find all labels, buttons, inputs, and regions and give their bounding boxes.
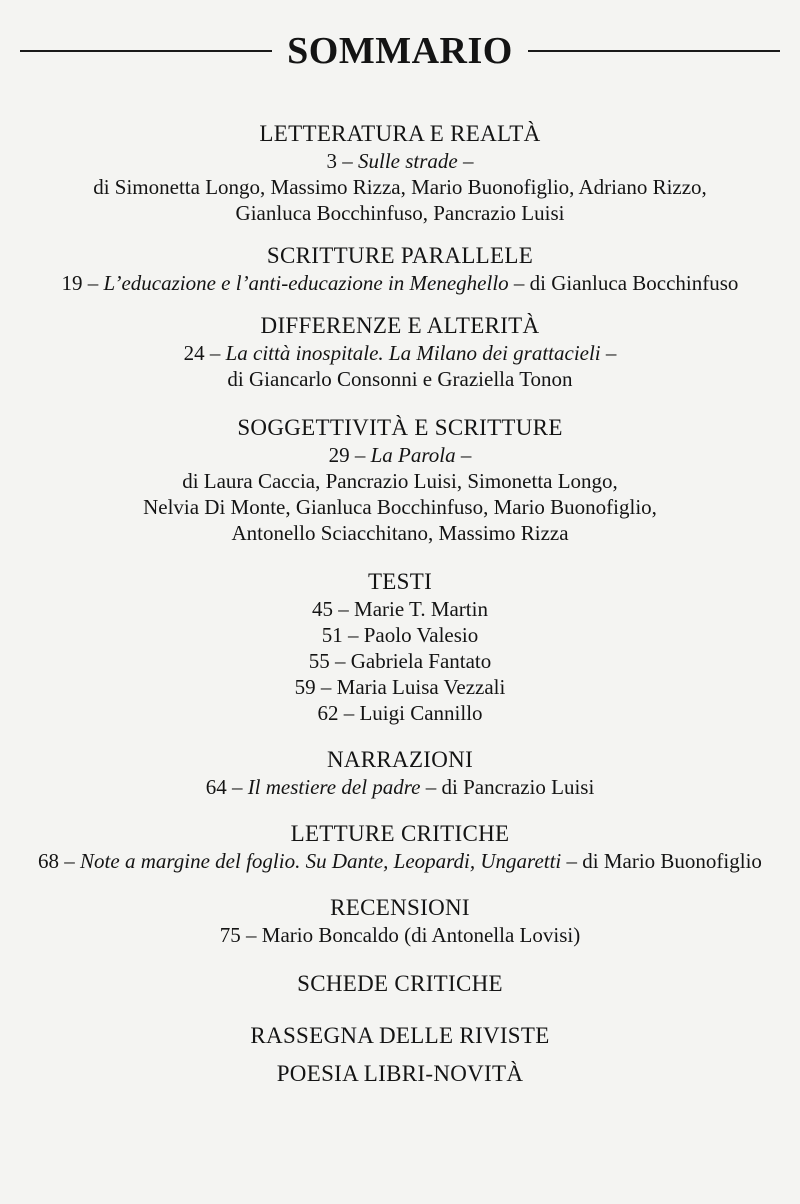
section-scritture-parallele [0, 242, 800, 296]
section-soggettivita-e-scritture [0, 414, 800, 546]
section-testi [0, 568, 800, 726]
section-heading: NARRAZIONI [326, 747, 474, 772]
toc-entry: 62 – Luigi Cannillo [317, 701, 483, 725]
toc-entry: 3 – Sulle strade – [326, 149, 474, 173]
section-letteratura-e-realta [0, 120, 800, 226]
section-heading: SCHEDE CRITICHE [297, 971, 503, 996]
toc-entry: 68 – Note a margine del foglio. Su Dante, Leopardi, Ungaretti – di Mario Buonofiglio [38, 849, 762, 873]
section-heading: POESIA LIBRI-NOVITÀ [276, 1061, 524, 1086]
section-heading: LETTERATURA E REALTÀ [259, 121, 541, 146]
authors-line: Antonello Sciacchitano, Massimo Rizza [231, 521, 569, 545]
section-differenze-e-alterita [0, 312, 800, 392]
toc-entry: 24 – La città inospitale. La Milano dei grattacieli – [183, 341, 617, 365]
section-heading: SOGGETTIVITÀ E SCRITTURE [237, 415, 563, 440]
toc-entry: 19 – L’educazione e l’anti-educazione in Meneghello – di Gianluca Bocchinfuso [61, 271, 739, 295]
section-rassegna-delle-riviste [0, 1022, 800, 1050]
authors-line: Nelvia Di Monte, Gianluca Bocchinfuso, Mario Buonofiglio, [143, 495, 657, 519]
section-schede-critiche [0, 970, 800, 998]
toc-entry: 45 – Marie T. Martin [312, 597, 488, 621]
authors-line: Gianluca Bocchinfuso, Pancrazio Luisi [235, 201, 565, 225]
section-heading: LETTURE CRITICHE [290, 821, 510, 846]
section-heading: RASSEGNA DELLE RIVISTE [250, 1023, 550, 1048]
authors-line: di Giancarlo Consonni e Graziella Tonon [227, 367, 573, 391]
section-heading: SCRITTURE PARALLELE [266, 243, 534, 268]
header [0, 26, 800, 76]
section-recensioni [0, 894, 800, 948]
authors-line: di Simonetta Longo, Massimo Rizza, Mario Buonofiglio, Adriano Rizzo, [93, 175, 707, 199]
toc-entry: 75 – Mario Boncaldo (di Antonella Lovisi) [219, 923, 581, 947]
toc-entry: 64 – Il mestiere del padre – di Pancrazio Luisi [205, 775, 595, 799]
toc-entry: 55 – Gabriela Fantato [308, 649, 492, 673]
section-heading: DIFFERENZE E ALTERITÀ [260, 313, 540, 338]
section-heading: RECENSIONI [330, 895, 470, 920]
section-letture-critiche [0, 820, 800, 874]
toc-entry: 59 – Maria Luisa Vezzali [294, 675, 506, 699]
table-of-contents [0, 120, 800, 1088]
toc-entry: 51 – Paolo Valesio [321, 623, 479, 647]
section-narrazioni [0, 746, 800, 800]
page-title: SOMMARIO [287, 30, 513, 72]
authors-line: di Laura Caccia, Pancrazio Luisi, Simonetta Longo, [182, 469, 618, 493]
section-poesia-libri-novita [0, 1060, 800, 1088]
section-heading: TESTI [367, 569, 433, 594]
toc-entry: 29 – La Parola – [328, 443, 472, 467]
